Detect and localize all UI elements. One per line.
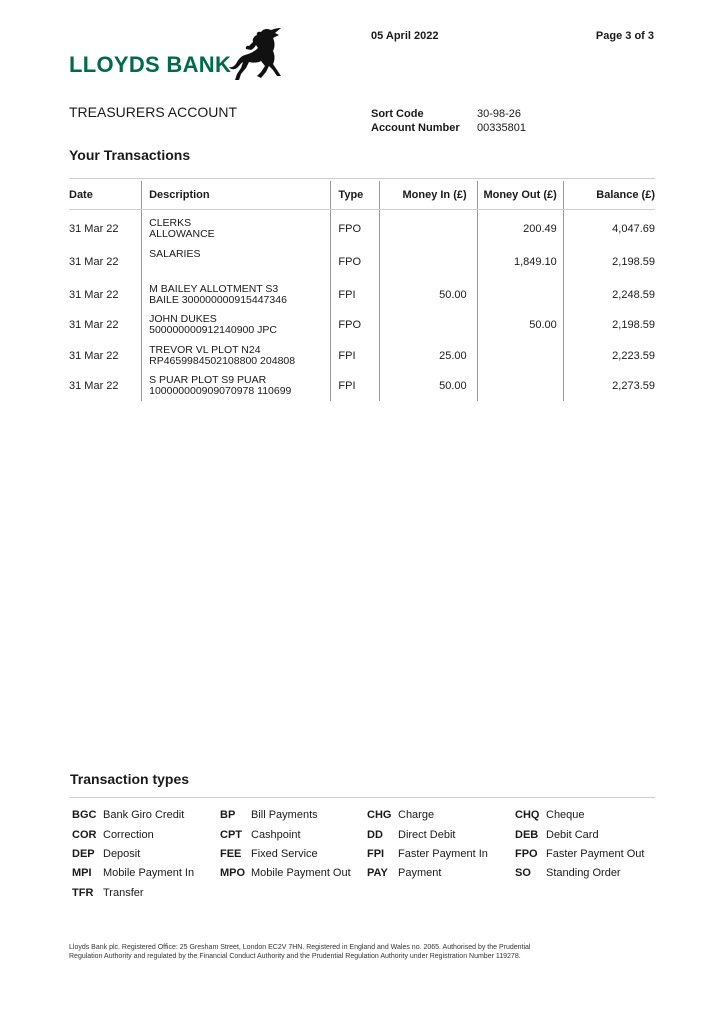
row-description-line1: JOHN DUKES [149,313,217,326]
row-money-in [379,310,477,340]
row-description-line1: TREVOR VL PLOT N24 [149,343,261,356]
row-money-in: 50.00 [379,371,477,401]
table-header-row [69,181,655,210]
legal-footer: Lloyds Bank plc. Registered Office: 25 Gresham Street, London EC2V 7HN. Registered in England and Wales no. 2065. Authorised by the Prudential Regulation Authority and regulated by the Financial Conduct Authority and the Prudential Regulation Authority under Registration Number 119278. [69,944,531,960]
table-row [69,371,655,401]
account-number-value: 00335801 [477,122,526,134]
type-item [220,848,318,860]
row-description [142,280,331,310]
row-money-in: 25.00 [379,341,477,371]
row-description-line2: ALLOWANCE [149,228,215,241]
row-description-line1: M BAILEY ALLOTMENT S3 [149,282,279,295]
type-code: SO [515,867,531,879]
row-description-line1: S PUAR PLOT S9 PUAR [149,374,267,387]
type-code: FPO [515,848,538,860]
type-code: CHQ [515,809,540,821]
type-item [220,829,301,841]
row-balance: 2,198.59 [563,244,655,279]
row-date: 31 Mar 22 [69,288,119,301]
type-label: Transfer [103,887,144,899]
type-label: Cashpoint [251,829,301,841]
column-header-description: Description [142,181,331,210]
type-label: Debit Card [546,829,599,841]
type-code: DEB [515,829,539,841]
type-code: DEP [72,848,95,860]
divider [69,178,655,179]
account-values [477,107,526,135]
row-description-line2: 100000000909070978 110699 [149,385,292,398]
row-balance: 2,198.59 [563,310,655,340]
type-code: FPI [367,848,385,860]
row-balance: 2,273.59 [563,371,655,401]
row-type: FPI [331,371,379,401]
column-header-type: Type [331,181,379,210]
column-header-date: Date [69,181,142,210]
row-money-in: 50.00 [379,280,477,310]
row-money-out: 50.00 [477,310,563,340]
column-header-money-in: Money In (£) [379,181,477,210]
type-code: TFR [72,887,94,899]
type-label: Fixed Service [251,848,318,860]
table-row [69,341,655,371]
type-item [72,887,144,899]
type-label: Mobile Payment In [103,867,195,879]
type-item [72,848,140,860]
account-labels [371,107,460,135]
type-label: Cheque [546,809,585,821]
row-money-out: 200.49 [477,210,563,245]
statement-date: 05 April 2022 [371,30,439,42]
type-item [515,809,585,821]
row-type: FPO [331,244,379,279]
type-item [72,829,154,841]
type-item [515,848,644,860]
black-horse-logo-icon [227,26,291,82]
type-code: DD [367,829,383,841]
type-item [220,809,318,821]
row-description-line2: BAILE 300000000915447346 [149,293,287,306]
type-item [515,867,621,879]
type-item [367,867,441,879]
row-type: FPI [331,341,379,371]
type-label: Faster Payment In [398,848,488,860]
type-label: Faster Payment Out [546,848,645,860]
row-money-out: 1,849.10 [477,244,563,279]
divider [70,797,655,798]
row-money-in [379,244,477,279]
row-type: FPO [331,310,379,340]
account-number-label: Account Number [371,122,460,134]
row-type: FPI [331,280,379,310]
type-code: BP [220,809,236,821]
type-code: FEE [220,848,242,860]
page-number: Page 3 of 3 [595,30,654,42]
row-balance: 2,248.59 [563,280,655,310]
transaction-types-title: Transaction types [70,771,190,787]
type-label: Bank Giro Credit [103,809,185,821]
row-date: 31 Mar 22 [69,349,119,362]
type-label: Correction [103,829,154,841]
row-description [142,371,331,401]
type-code: MPI [72,867,92,879]
row-balance: 2,223.59 [563,341,655,371]
type-label: Payment [398,867,442,879]
type-item [367,809,434,821]
type-item [367,848,488,860]
type-code: BGC [72,809,97,821]
row-description [142,210,331,245]
transactions-table [69,181,655,401]
transactions-title: Your Transactions [69,147,191,163]
type-code: MPO [220,867,246,879]
type-label: Standing Order [546,867,621,879]
table-row [69,280,655,310]
sort-code-label: Sort Code [371,108,424,120]
row-description [142,244,331,279]
table-row [69,210,655,245]
row-money-in [379,210,477,245]
type-item [220,867,351,879]
type-code: COR [72,829,97,841]
row-type: FPO [331,210,379,245]
type-code: CPT [220,829,242,841]
row-description [142,310,331,340]
column-header-money-out: Money Out (£) [477,181,563,210]
type-item [72,867,194,879]
row-description-line1: SALARIES [149,248,201,261]
column-header-balance: Balance (£) [563,181,655,210]
type-label: Deposit [103,848,141,860]
row-money-out [477,280,563,310]
row-description-line2: 500000000912140900 JPC [149,324,277,337]
type-label: Direct Debit [398,829,456,841]
row-balance: 4,047.69 [563,210,655,245]
bank-logo-text: LLOYDS BANK [69,52,232,77]
table-row [69,310,655,340]
type-code: PAY [367,867,388,879]
row-date: 31 Mar 22 [69,380,119,393]
type-label: Mobile Payment Out [251,867,351,879]
account-name: TREASURERS ACCOUNT [69,104,238,120]
row-date: 31 Mar 22 [69,319,119,332]
table-row [69,244,655,279]
row-date: 31 Mar 22 [69,256,119,269]
row-description-line2: RP4659984502108800 204808 [149,354,296,367]
row-description [142,341,331,371]
type-item [515,829,599,841]
row-date: 31 Mar 22 [69,223,119,236]
row-money-out [477,371,563,401]
sort-code-value: 30-98-26 [477,108,522,120]
type-label: Charge [398,809,435,821]
type-label: Bill Payments [251,809,318,821]
type-item [367,829,455,841]
row-description-line1: CLERKS [149,217,192,230]
type-code: CHG [367,809,392,821]
type-item [72,809,184,821]
row-money-out [477,341,563,371]
